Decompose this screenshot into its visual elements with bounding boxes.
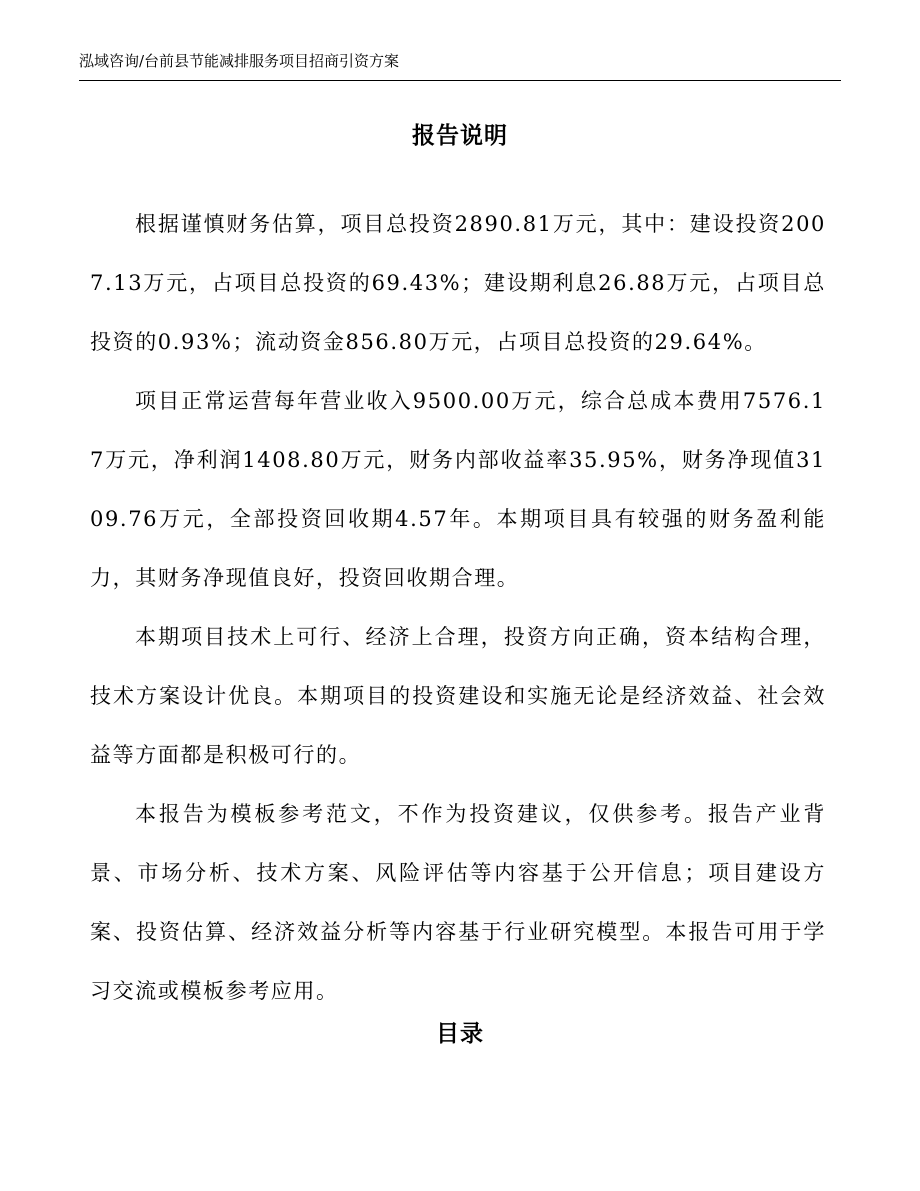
report-body	[90, 195, 826, 1021]
header-rule	[79, 80, 841, 81]
running-header: 泓域咨询/台前县节能减排服务项目招商引资方案	[79, 52, 400, 70]
paragraph-investment: 根据谨慎财务估算，项目总投资2890.81万元，其中：建设投资2007.13万元，占项目总投资的69.43%；建设期利息26.88万元，占项目总投资的0.93%；流动资金856.80万元，占项目总投资的29.64%。	[90, 212, 826, 354]
paragraph-financials: 项目正常运营每年营业收入9500.00万元，综合总成本费用7576.17万元，净利润1408.80万元，财务内部收益率35.95%，财务净现值3109.76万元，全部投资回收期4.57年。本期项目具有较强的财务盈利能力，其财务净现值良好，投资回收期合理。	[90, 389, 826, 590]
report-title: 报告说明	[412, 123, 508, 149]
toc-title: 目录	[436, 1021, 484, 1047]
paragraph-disclaimer: 本报告为模板参考范文，不作为投资建议，仅供参考。报告产业背景、市场分析、技术方案、风险评估等内容基于公开信息；项目建设方案、投资估算、经济效益分析等内容基于行业研究模型。本报告可用于学习交流或模板参考应用。	[90, 802, 826, 1003]
paragraph-feasibility: 本期项目技术上可行、经济上合理，投资方向正确，资本结构合理，技术方案设计优良。本期项目的投资建设和实施无论是经济效益、社会效益等方面都是积极可行的。	[90, 625, 826, 767]
